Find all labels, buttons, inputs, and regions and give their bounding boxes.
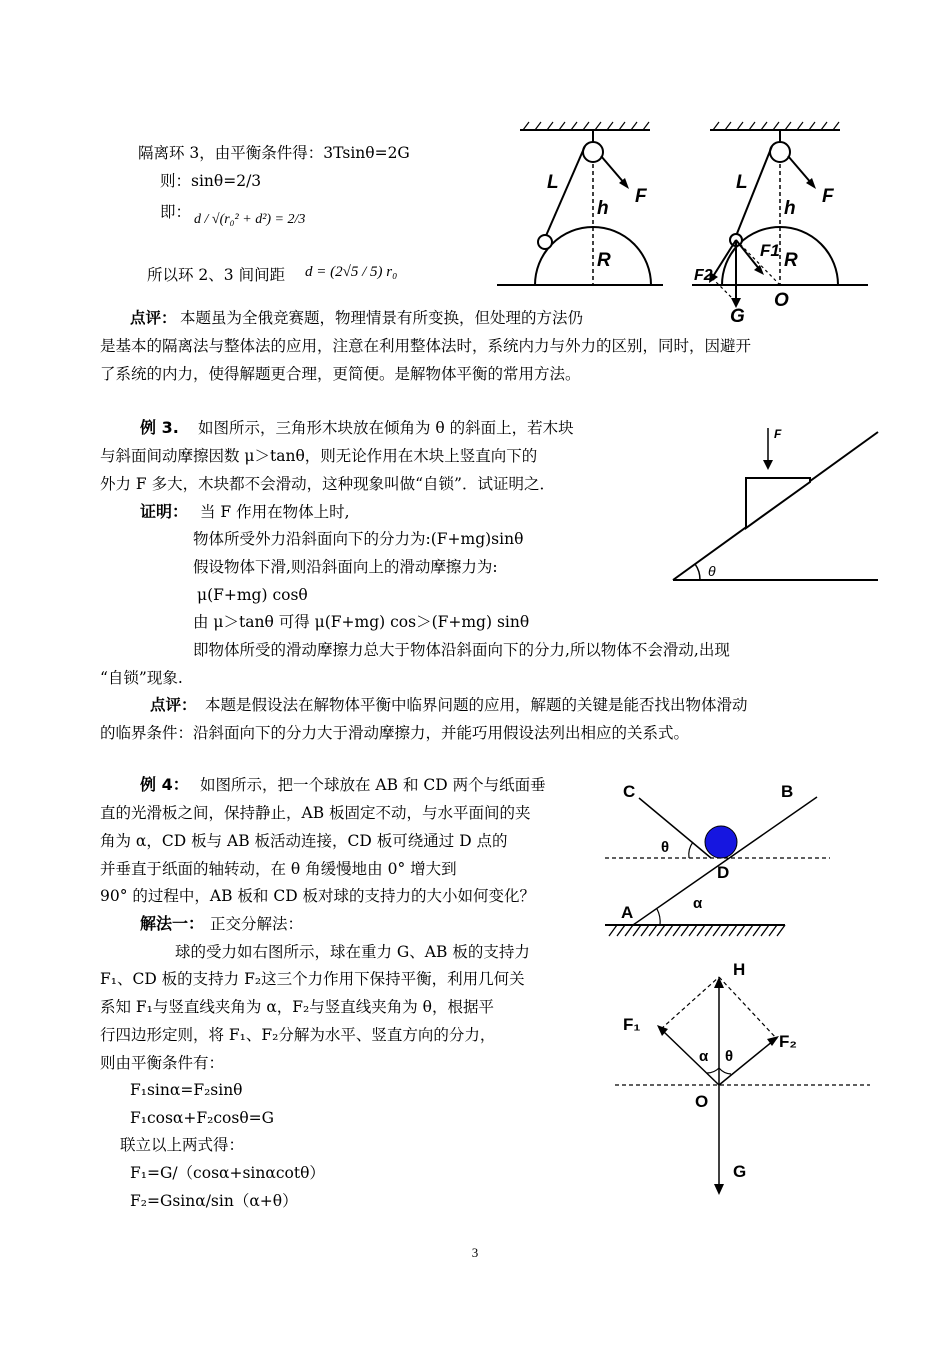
text-line: 了系统的内力，使得解题更合理，更简便。是解物体平衡的常用方法。 (100, 365, 581, 383)
text-line: 假设物体下滑,则沿斜面向上的滑动摩擦力为: (193, 558, 498, 576)
label-G: G (730, 306, 745, 327)
label-F: F (635, 186, 647, 207)
text-line: 即： (160, 203, 192, 221)
figure-plates-ball (605, 772, 835, 942)
label-h: h (597, 198, 609, 219)
text-line: 与斜面间动摩擦因数 μ＞tanθ，则无论作用在木块上竖直向下的 (100, 447, 538, 465)
label-theta: θ (661, 839, 670, 856)
label-L: L (736, 172, 748, 193)
text-line: 直的光滑板之间，保持静止，AB 板固定不动，与水平面间的夹 (100, 804, 531, 822)
label-R: R (597, 250, 611, 271)
text-line: μ(F+mg) cosθ (197, 586, 308, 604)
label-alpha: α (699, 1048, 709, 1065)
text-line: 行四边形定则，将 F₁、F₂分解为水平、竖直方向的分力， (100, 1026, 496, 1044)
label-G: G (733, 1162, 747, 1181)
example-label: 例 4： (140, 775, 189, 794)
figure-incline (668, 422, 883, 587)
label-D: D (717, 863, 730, 882)
text-line: 球的受力如右图所示，球在重力 G、AB 板的支持力 (175, 943, 530, 961)
label-C: C (623, 782, 636, 801)
label-H: H (733, 960, 746, 979)
text-line: 正交分解法： (210, 915, 304, 933)
text-line: 则由平衡条件有： (100, 1054, 225, 1072)
label-alpha: α (693, 895, 703, 912)
text-line: 本题是假设法在解物体平衡中临界问题的应用，解题的关键是能否找出物体滑动 (205, 696, 748, 714)
text-line: 系知 F₁与竖直线夹角为 α，F₂与竖直线夹角为 θ，根据平 (100, 998, 495, 1016)
figure-ring-right (690, 120, 870, 325)
text-line: 如图所示，把一个球放在 AB 和 CD 两个与纸面垂 (200, 776, 546, 794)
text-line: F₁、CD 板的支持力 F₂这三个力作用下保持平衡，利用几何关 (100, 970, 525, 988)
text-line: 角为 α，CD 板与 AB 板活动连接，CD 板可绕通过 D 点的 (100, 832, 508, 850)
label-F: F (774, 427, 782, 441)
label-theta: θ (725, 1048, 734, 1065)
text-line: 则：sinθ=2/3 (160, 172, 262, 190)
text-line: 隔离环 3，由平衡条件得：3Tsinθ=2G (138, 144, 410, 162)
formula: d / √(r₀² + d²) = 2/3 (194, 212, 306, 227)
text-line: 所以环 2、3 间间距 (147, 266, 286, 284)
label-h: h (784, 198, 796, 219)
label-theta: θ (708, 563, 716, 579)
label-R: R (784, 250, 798, 271)
figure-force-diagram (615, 955, 875, 1205)
text-line: 即物体所受的滑动摩擦力总大于物体沿斜面向下的分力,所以物体不会滑动,出现 (193, 641, 730, 659)
label-O: O (695, 1092, 709, 1111)
comment-label: 点评： (130, 309, 177, 327)
text-line: 物体所受外力沿斜面向下的分力为:(F+mg)sinθ (193, 530, 524, 548)
label-F: F (822, 186, 834, 207)
equation: F₁cosα+F₂cosθ=G (130, 1109, 275, 1127)
text-line: 由 μ＞tanθ 可得 μ(F+mg) cos＞(F+mg) sinθ (193, 613, 530, 631)
text-line: 90° 的过程中，AB 板和 CD 板对球的支持力的大小如何变化？ (100, 887, 536, 905)
label-F2: F2 (694, 267, 713, 284)
example-label: 例 3. (140, 418, 179, 437)
equation: F₁=G/（cosα+sinαcotθ） (130, 1164, 325, 1182)
proof-label: 证明： (140, 502, 189, 521)
text-line: 是基本的隔离法与整体法的应用，注意在利用整体法时，系统内力与外力的区别，同时，因避开 (100, 337, 752, 355)
label-O: O (774, 290, 789, 311)
equation: F₁sinα=F₂sinθ (130, 1081, 243, 1099)
text-line: 外力 F 多大，木块都不会滑动，这种现象叫做“自锁”．试证明之． (100, 475, 555, 493)
text-line: “自锁”现象. (100, 669, 183, 687)
text-line: 并垂直于纸面的轴转动，在 θ 角缓慢地由 0° 增大到 (100, 860, 457, 878)
label-L: L (547, 172, 559, 193)
page-number: 3 (471, 1245, 479, 1260)
text-line: 联立以上两式得： (120, 1136, 245, 1154)
label-F2: F₂ (779, 1032, 797, 1051)
text-line: 当 F 作用在物体上时, (200, 503, 350, 521)
equation: F₂=Gsinα/sin（α+θ） (130, 1192, 298, 1210)
text-line: 本题虽为全俄竞赛题，物理情景有所变换，但处理的方法仍 (180, 309, 584, 327)
method-label: 解法一： (140, 914, 205, 933)
label-F1: F₁ (623, 1015, 641, 1034)
label-B: B (781, 782, 794, 801)
figure-ring-left (495, 120, 665, 300)
comment-label: 点评： (150, 696, 197, 714)
label-A: A (621, 903, 634, 922)
formula: d = (2√5 / 5) r₀ (305, 264, 398, 280)
text-line: 如图所示，三角形木块放在倾角为 θ 的斜面上，若木块 (198, 419, 574, 437)
text-line: 的临界条件：沿斜面向下的分力大于滑动摩擦力，并能巧用假设法列出相应的关系式。 (100, 724, 690, 742)
label-F1: F1 (760, 241, 780, 260)
